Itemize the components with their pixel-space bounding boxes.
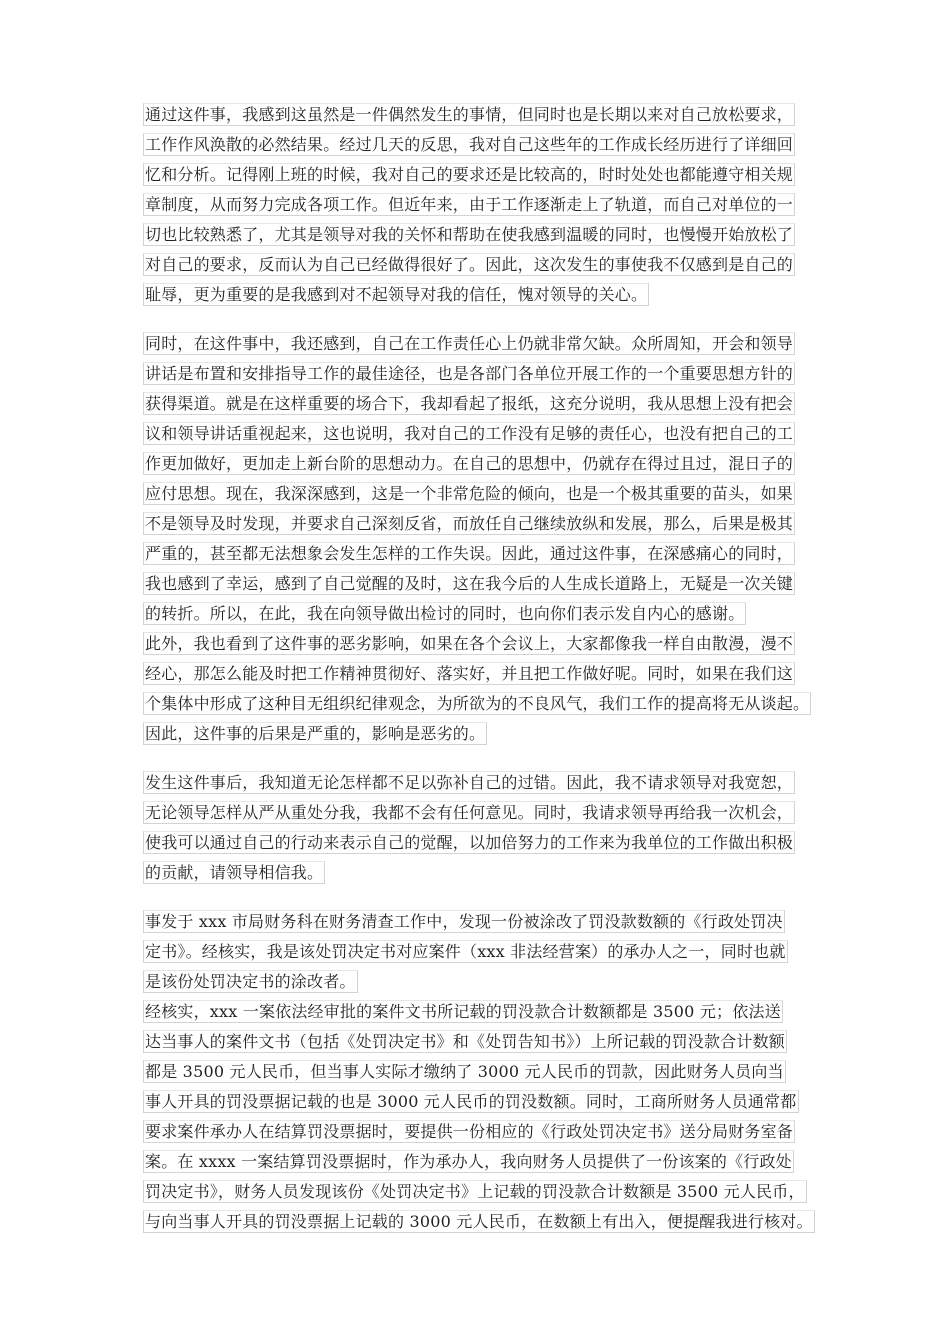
text-line: 不是领导及时发现，并要求自己深刻反省，而放任自己继续放纵和发展，那么，后果是极其 bbox=[145, 514, 794, 533]
paragraph-6 bbox=[143, 1000, 818, 1233]
text-line: 严重的，甚至都无法想象会发生怎样的工作失误。因此，通过这件事，在深感痛心的同时， bbox=[145, 544, 794, 563]
text-line: 与向当事人开具的罚没票据上记载的 3000 元人民币，在数额上有出入，便提醒我进行核对。 bbox=[145, 1212, 813, 1231]
text-line: 达当事人的案件文书（包括《处罚决定书》和《处罚告知书》）上所记载的罚没款合计数额 bbox=[145, 1032, 786, 1051]
text-line: 议和领导讲话重视起来，这也说明，我对自己的工作没有足够的责任心，也没有把自己的工 bbox=[145, 424, 794, 443]
text-line: 经核实，xxx 一案依法经审批的案件文书所记载的罚没款合计数额都是 3500 元；依法送 bbox=[145, 1002, 781, 1021]
text-line: 是该份处罚决定书的涂改者。 bbox=[145, 972, 356, 991]
text-line: 忆和分析。记得刚上班的时候，我对自己的要求还是比较高的，时时处处也都能遵守相关规 bbox=[145, 165, 794, 184]
text-line: 案。在 xxxx 一案结算罚没票据时，作为承办人，我向财务人员提供了一份该案的《行政处 bbox=[145, 1152, 792, 1171]
paragraph-5 bbox=[143, 910, 818, 993]
text-line: 事人开具的罚没票据记载的也是 3000 元人民币的罚没数额。同时，工商所财务人员通常都 bbox=[145, 1092, 797, 1111]
text-line: 对自己的要求，反而认为自己已经做得很好了。因此，这次发生的事使我不仅感到是自己的 bbox=[145, 255, 794, 274]
text-line: 获得渠道。就是在这样重要的场合下，我却看起了报纸，这充分说明，我从思想上没有把会 bbox=[145, 394, 794, 413]
text-line: 切也比较熟悉了，尤其是领导对我的关怀和帮助在使我感到温暖的同时，也慢慢开始放松了 bbox=[145, 225, 794, 244]
text-line: 此外，我也看到了这件事的恶劣影响，如果在各个会议上，大家都像我一样自由散漫，漫不 bbox=[145, 634, 794, 653]
text-line: 使我可以通过自己的行动来表示自己的觉醒，以加倍努力的工作来为我单位的工作做出积极 bbox=[145, 833, 794, 852]
text-line: 发生这件事后，我知道无论怎样都不足以弥补自己的过错。因此，我不请求领导对我宽恕， bbox=[145, 773, 794, 792]
text-line: 无论领导怎样从严从重处分我，我都不会有任何意见。同时，我请求领导再给我一次机会， bbox=[145, 803, 794, 822]
paragraph-4 bbox=[143, 771, 818, 884]
text-line: 事发于 xxx 市局财务科在财务清查工作中，发现一份被涂改了罚没款数额的《行政处罚决 bbox=[145, 912, 783, 931]
text-line: 耻辱，更为重要的是我感到对不起领导对我的信任，愧对领导的关心。 bbox=[145, 285, 648, 304]
text-line: 作更加做好，更加走上新台阶的思想动力。在自己的思想中，仍就存在得过且过，混日子的 bbox=[145, 454, 794, 473]
paragraph-2 bbox=[143, 332, 818, 625]
text-line: 工作作风涣散的必然结果。经过几天的反思，我对自己这些年的工作成长经历进行了详细回 bbox=[145, 135, 794, 154]
document-page bbox=[143, 103, 818, 1240]
text-line: 我也感到了幸运，感到了自己觉醒的及时，这在我今后的人生成长道路上，无疑是一次关键 bbox=[145, 574, 794, 593]
text-line: 要求案件承办人在结算罚没票据时，要提供一份相应的《行政处罚决定书》送分局财务室备 bbox=[145, 1122, 794, 1141]
text-line: 定书》。经核实，我是该处罚决定书对应案件（xxx 非法经营案）的承办人之一，同时也就 bbox=[145, 942, 786, 961]
text-line: 因此，这件事的后果是严重的，影响是恶劣的。 bbox=[145, 724, 486, 743]
text-line: 都是 3500 元人民币，但当事人实际才缴纳了 3000 元人民币的罚款，因此财务人员向当 bbox=[145, 1062, 784, 1081]
paragraph-3 bbox=[143, 632, 818, 745]
text-line: 应付思想。现在，我深深感到，这是一个非常危险的倾向，也是一个极其重要的苗头，如果 bbox=[145, 484, 794, 503]
text-line: 讲话是布置和安排指导工作的最佳途径，也是各部门各单位开展工作的一个重要思想方针的 bbox=[145, 364, 794, 383]
text-line: 的贡献，请领导相信我。 bbox=[145, 863, 324, 882]
text-line: 的转折。所以，在此，我在向领导做出检讨的同时，也向你们表示发自内心的感谢。 bbox=[145, 604, 745, 623]
text-line: 同时，在这件事中，我还感到，自己在工作责任心上仍就非常欠缺。众所周知，开会和领导 bbox=[145, 334, 794, 353]
text-line: 通过这件事，我感到这虽然是一件偶然发生的事情，但同时也是长期以来对自己放松要求， bbox=[145, 105, 794, 124]
paragraph-1 bbox=[143, 103, 818, 306]
text-line: 章制度，从而努力完成各项工作。但近年来，由于工作逐渐走上了轨道，而自己对单位的一 bbox=[145, 195, 794, 214]
text-line: 经心，那怎么能及时把工作精神贯彻好、落实好，并且把工作做好呢。同时，如果在我们这 bbox=[145, 664, 794, 683]
text-line: 罚决定书》，财务人员发现该份《处罚决定书》上记载的罚没款合计数额是 3500 元人民币， bbox=[145, 1182, 805, 1201]
text-line: 个集体中形成了这种目无组织纪律观念，为所欲为的不良风气，我们工作的提高将无从谈起。 bbox=[145, 694, 810, 713]
